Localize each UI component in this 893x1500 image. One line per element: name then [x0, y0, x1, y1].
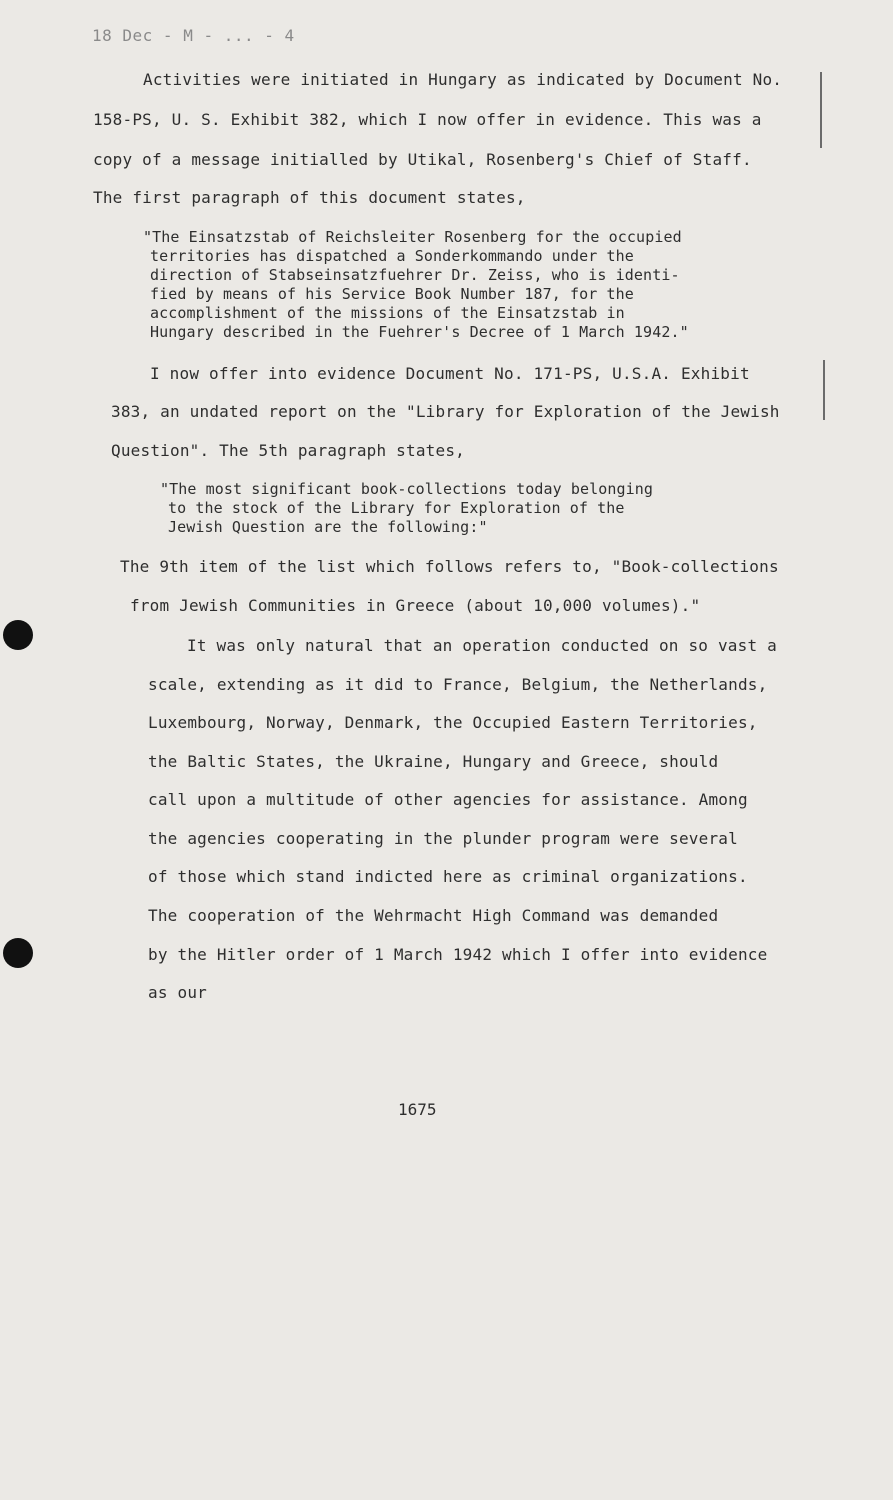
paragraph4-line-10: as our — [148, 983, 207, 1002]
punch-hole-2 — [3, 938, 33, 968]
quote1-line-3: direction of Stabseinsatzfuehrer Dr. Zeiss, who is identi- — [150, 266, 680, 284]
paragraph2-line-3: Question". The 5th paragraph states, — [111, 441, 465, 460]
paragraph2-line-1: I now offer into evidence Document No. 171-PS, U.S.A. Exhibit — [150, 364, 750, 383]
page-number: 1675 — [398, 1100, 437, 1119]
margin-mark-2 — [823, 360, 825, 420]
paragraph3-line-1: The 9th item of the list which follows refers to, "Book-collections — [120, 557, 779, 576]
paragraph4-line-3: Luxembourg, Norway, Denmark, the Occupied Eastern Territories, — [148, 713, 758, 732]
paragraph4-line-6: the agencies cooperating in the plunder program were several — [148, 829, 738, 848]
paragraph4-line-1: It was only natural that an operation conducted on so vast a — [187, 636, 777, 655]
paragraph2-line-2: 383, an undated report on the "Library for Exploration of the Jewish — [111, 402, 780, 421]
page-header: 18 Dec - M - ... - 4 — [92, 26, 295, 45]
paragraph4-line-7: of those which stand indicted here as criminal organizations. — [148, 867, 748, 886]
paragraph4-line-2: scale, extending as it did to France, Belgium, the Netherlands, — [148, 675, 768, 694]
paragraph1-line-1: Activities were initiated in Hungary as indicated by Document No. — [143, 70, 783, 89]
margin-mark-1 — [820, 72, 822, 148]
quote1-line-5: accomplishment of the missions of the Einsatzstab in — [150, 304, 625, 322]
quote1-line-4: fied by means of his Service Book Number 187, for the — [150, 285, 634, 303]
paragraph4-line-5: call upon a multitude of other agencies for assistance. Among — [148, 790, 748, 809]
paragraph1-line-3: copy of a message initialled by Utikal, Rosenberg's Chief of Staff. — [93, 150, 752, 169]
quote1-line-2: territories has dispatched a Sonderkommando under the — [150, 247, 634, 265]
punch-hole-1 — [3, 620, 33, 650]
quote1-line-1: "The Einsatzstab of Reichsleiter Rosenberg for the occupied — [143, 228, 682, 246]
paragraph3-line-2: from Jewish Communities in Greece (about 10,000 volumes)." — [130, 596, 701, 615]
paragraph4-line-9: by the Hitler order of 1 March 1942 which I offer into evidence — [148, 945, 768, 964]
quote1-line-6: Hungary described in the Fuehrer's Decree of 1 March 1942." — [150, 323, 689, 341]
paragraph4-line-4: the Baltic States, the Ukraine, Hungary and Greece, should — [148, 752, 719, 771]
quote2-line-3: Jewish Question are the following:" — [168, 518, 488, 536]
paragraph1-line-2: 158-PS, U. S. Exhibit 382, which I now offer in evidence. This was a — [93, 110, 762, 129]
quote2-line-1: "The most significant book-collections today belonging — [160, 480, 654, 498]
paragraph4-line-8: The cooperation of the Wehrmacht High Command was demanded — [148, 906, 719, 925]
quote2-line-2: to the stock of the Library for Exploration of the — [168, 499, 625, 517]
paragraph1-line-4: The first paragraph of this document states, — [93, 188, 526, 207]
